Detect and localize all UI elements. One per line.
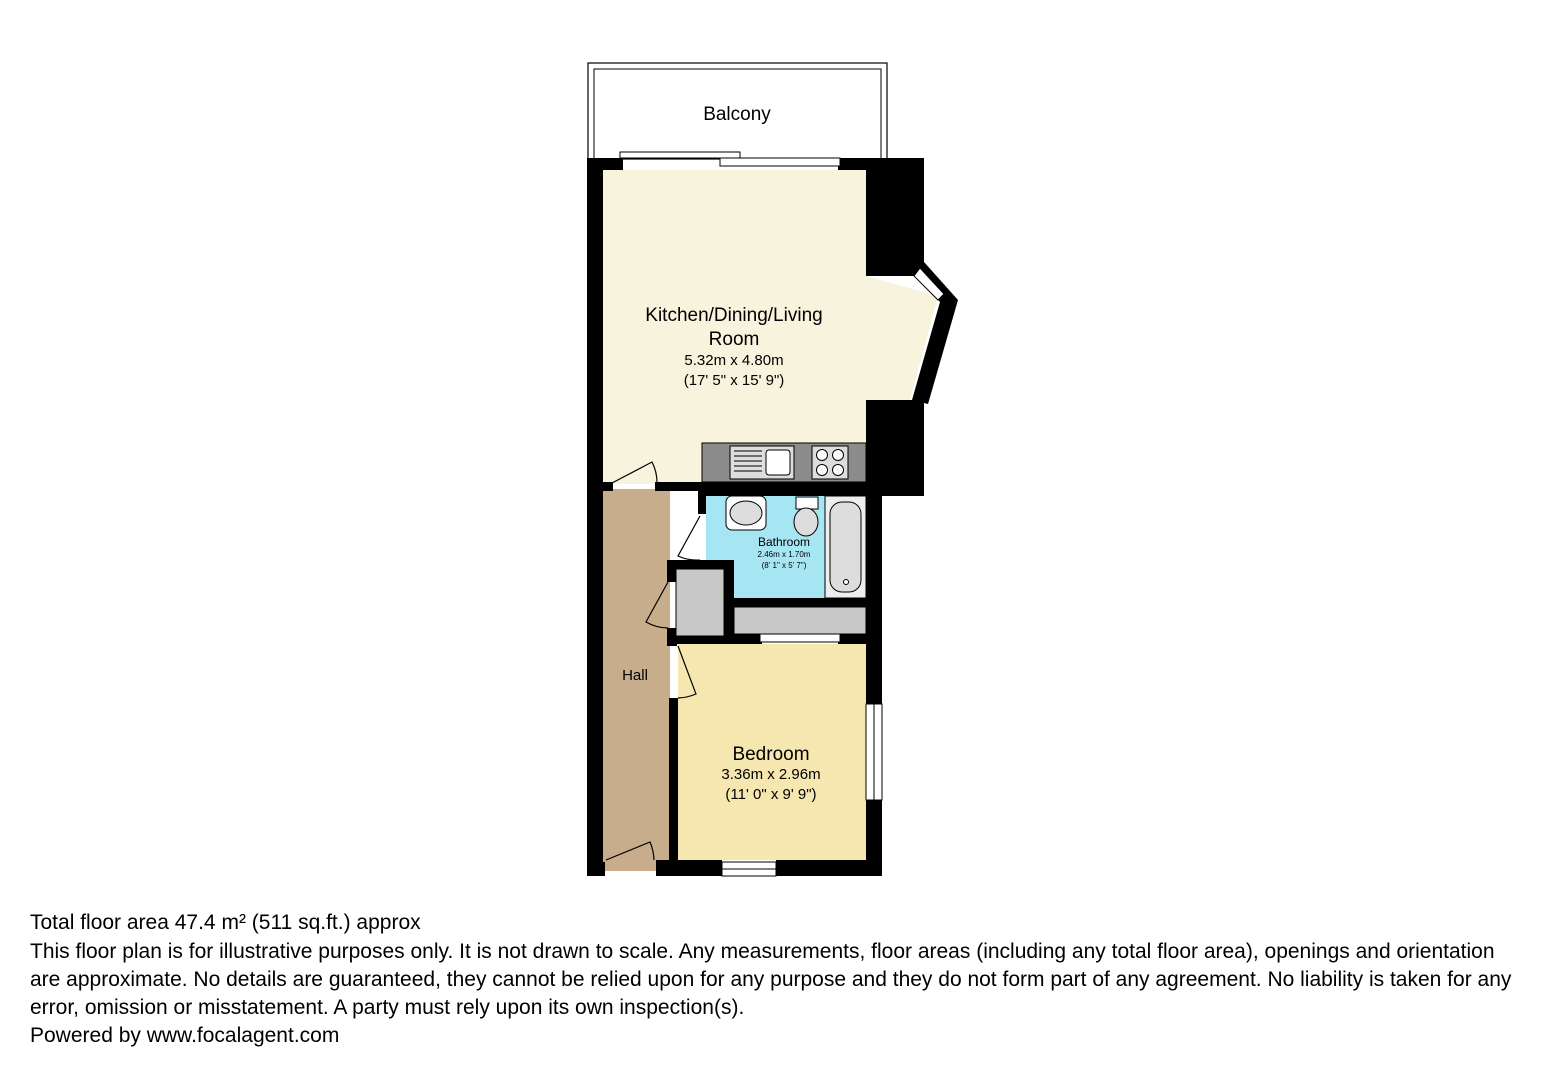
bedroom-size-imperial: (11' 0" x 9' 9") bbox=[725, 786, 817, 803]
living-room-size-metric: 5.32m x 4.80m bbox=[684, 352, 784, 369]
footer bbox=[30, 908, 1520, 1050]
hall-label: Hall bbox=[622, 667, 648, 684]
balcony-label: Balcony bbox=[703, 104, 771, 125]
living-room-label-line2: Room bbox=[708, 329, 760, 350]
bathroom-size-imperial: (8' 1" x 5' 7") bbox=[761, 561, 807, 570]
kitchen-counter bbox=[702, 443, 866, 482]
bedroom-size-metric: 3.36m x 2.96m bbox=[721, 766, 821, 783]
living-room-label-line1: Kitchen/Dining/Living bbox=[645, 305, 823, 326]
living-room-size-imperial: (17' 5" x 15' 9") bbox=[683, 372, 785, 389]
powered-by: Powered by www.focalagent.com bbox=[30, 1024, 340, 1047]
bedroom-label: Bedroom bbox=[732, 744, 810, 765]
total-floor-area: Total floor area 47.4 m² (511 sq.ft.) approx bbox=[30, 911, 421, 934]
bathroom-size-metric: 2.46m x 1.70m bbox=[757, 550, 811, 559]
bathroom-label: Bathroom bbox=[757, 535, 811, 549]
disclaimer-text: This floor plan is for illustrative purposes only. It is not drawn to scale. Any measurements, floor areas (including any total floor area), openings and orientation are approximate. No details are guaranteed, they cannot be relied upon for any purpose and they do not form part of any agreement. No liability is taken for any error, omission or misstatement. A party must rely upon its own inspection(s). bbox=[30, 940, 1512, 1019]
